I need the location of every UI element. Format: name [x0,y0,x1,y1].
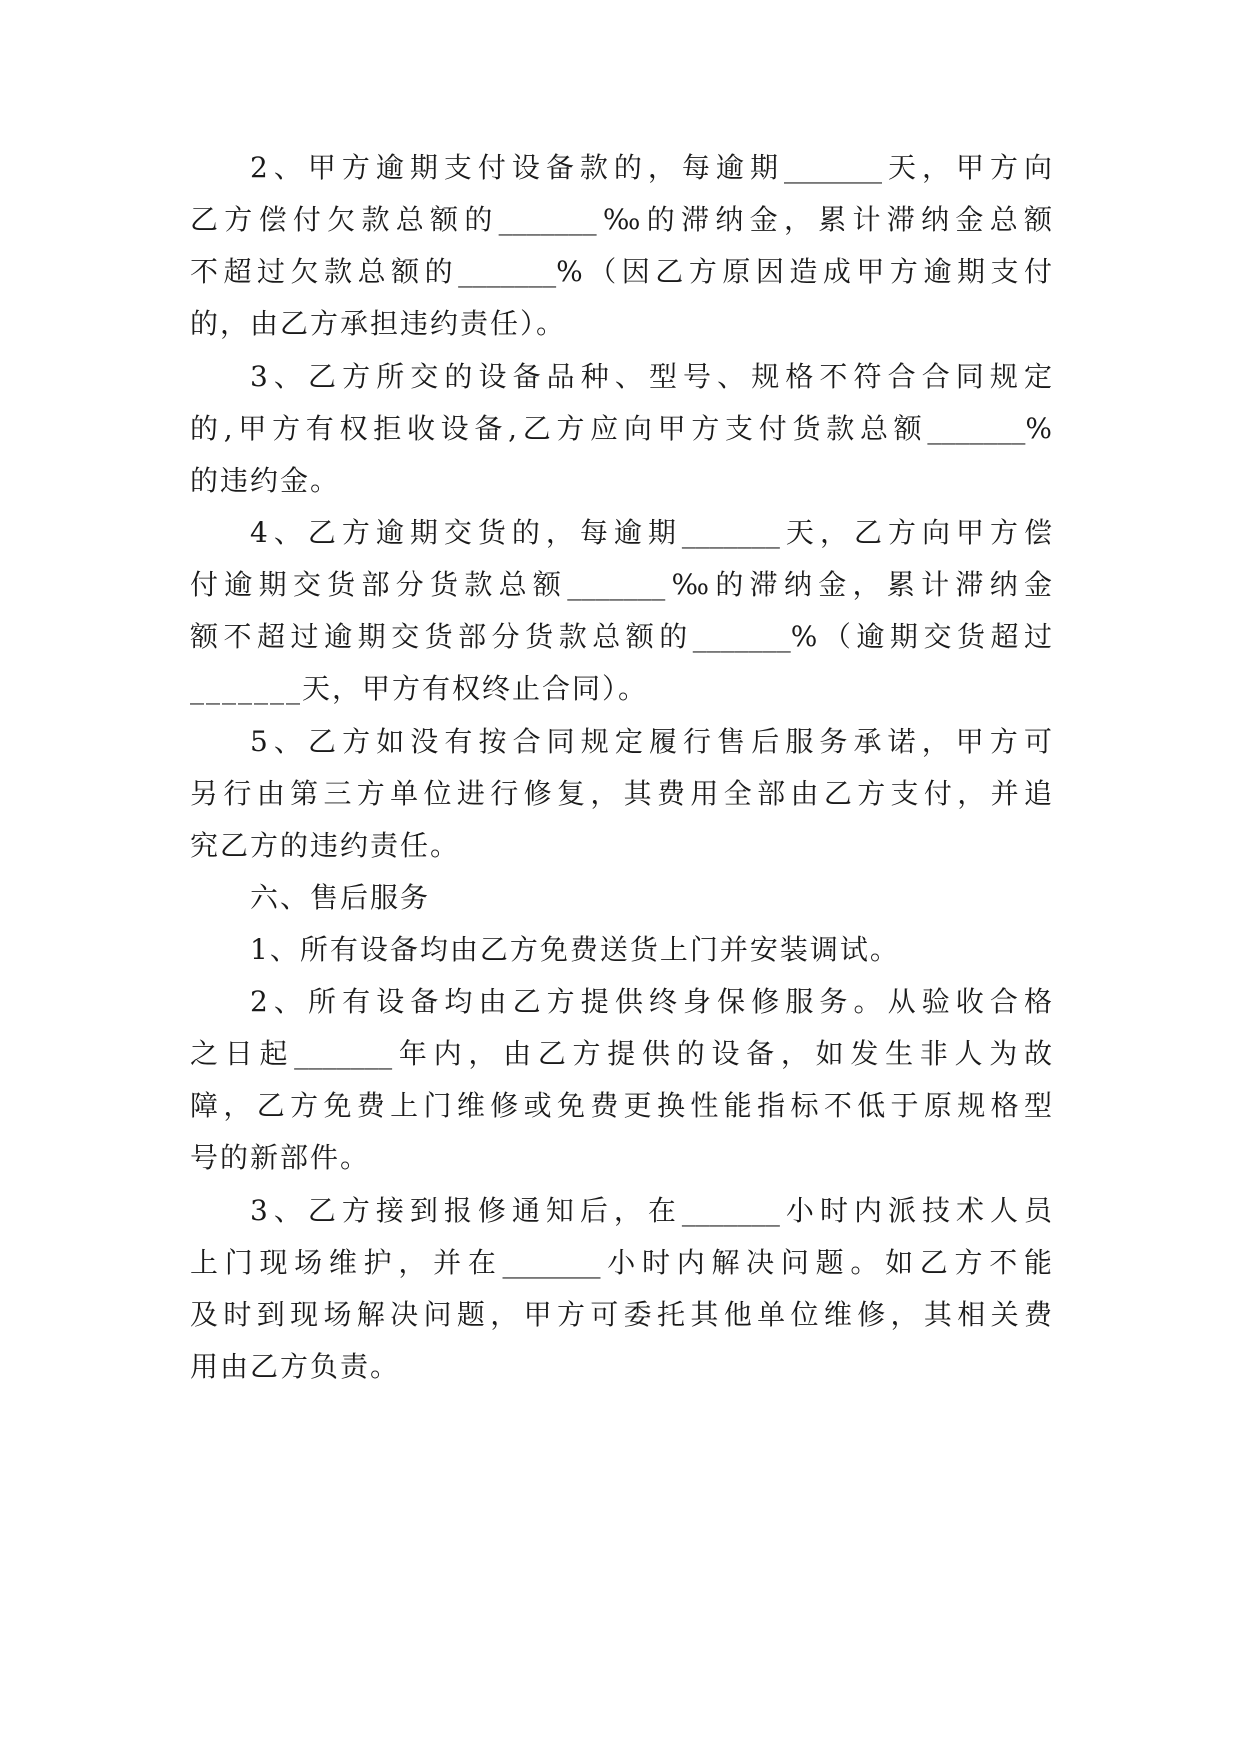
text-line: 的违约金。 [190,464,341,497]
text-line: 上门现场维护，并在_______小时内解决问题。如乙方不能 [190,1246,1052,1279]
text-line: 之日起_______年内，由乙方提供的设备，如发生非人为故 [190,1037,1052,1070]
text-line: 2、所有设备均由乙方提供终身保修服务。从验收合格 [250,985,1052,1018]
text-line: 1、所有设备均由乙方免费送货上门并安装调试。 [250,933,900,966]
text-line: 不超过欠款总额的_______%（因乙方原因造成甲方逾期支付 [190,255,1052,288]
text-line: _______天，甲方有权终止合同）。 [190,672,649,705]
text-line: 障，乙方免费上门维修或免费更换性能指标不低于原规格型 [190,1089,1052,1122]
text-line: 号的新部件。 [190,1141,371,1174]
text-line: 用由乙方负责。 [190,1350,401,1383]
text-line: 付逾期交货部分货款总额_______‰的滞纳金，累计滞纳金 [190,568,1052,601]
text-line: 另行由第三方单位进行修复，其费用全部由乙方支付，并追 [190,777,1052,810]
text-line: 究乙方的违约责任。 [190,829,461,862]
text-line: 的,甲方有权拒收设备,乙方应向甲方支付货款总额_______% [190,412,1052,445]
text-line: 及时到现场解决问题，甲方可委托其他单位维修，其相关费 [190,1298,1052,1331]
text-line: 3、乙方接到报修通知后，在_______小时内派技术人员 [250,1194,1052,1227]
text-line: 的，由乙方承担违约责任）。 [190,307,567,340]
text-line: 4、乙方逾期交货的，每逾期_______天，乙方向甲方偿 [250,516,1052,549]
text-line: 乙方偿付欠款总额的_______‰的滞纳金，累计滞纳金总额 [190,203,1052,236]
section-heading: 六、售后服务 [250,881,431,914]
text-line: 5、乙方如没有按合同规定履行售后服务承诺，甲方可 [250,725,1052,758]
text-line: 额不超过逾期交货部分货款总额的_______%（逾期交货超过 [190,620,1052,653]
text-line: 3、乙方所交的设备品种、型号、规格不符合合同规定 [250,360,1052,393]
text-line: 2、甲方逾期支付设备款的，每逾期_______天，甲方向 [250,151,1052,184]
